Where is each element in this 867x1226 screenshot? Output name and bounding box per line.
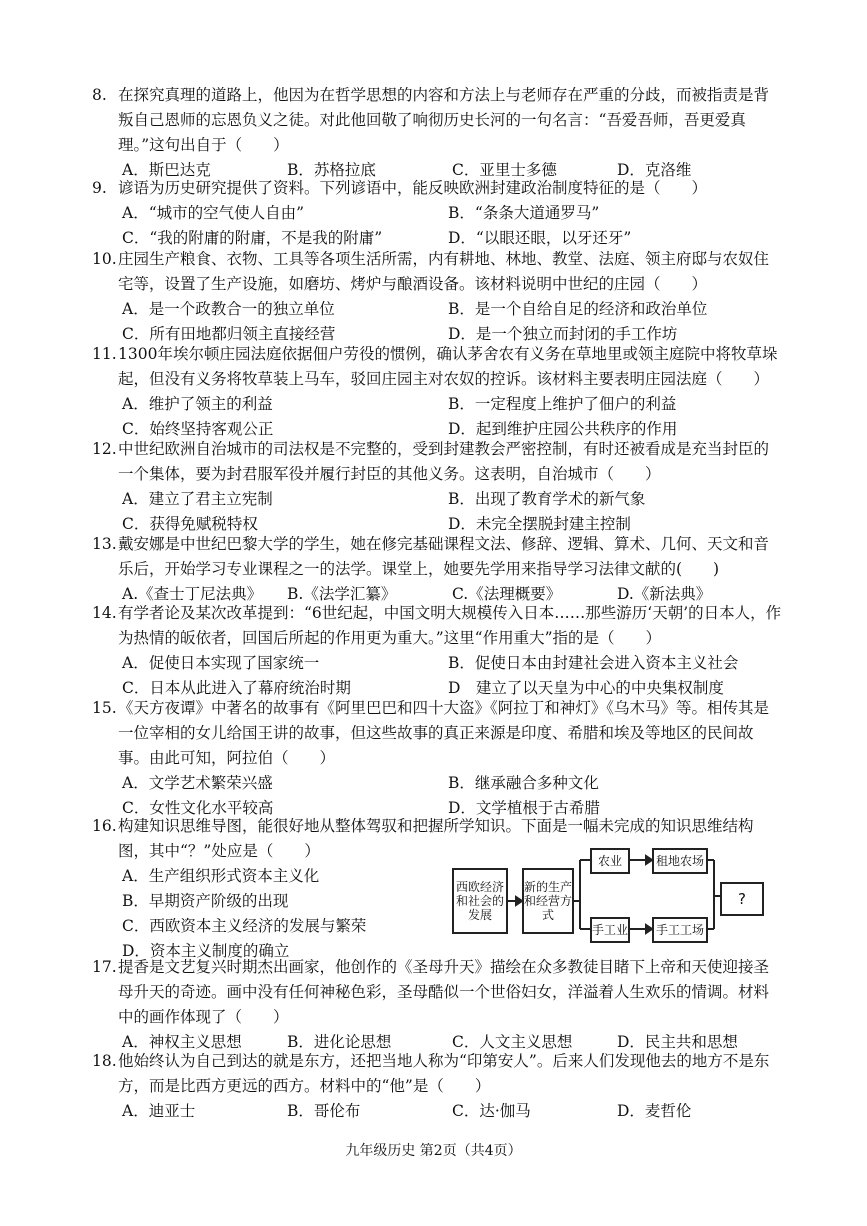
question-number: 15. [92, 699, 117, 717]
option-c[interactable]: C.《法理概要》 [452, 585, 562, 603]
mindmap-middle: 新的生产和经营方式 [522, 868, 574, 934]
question-14 [92, 601, 782, 701]
question-11 [92, 342, 782, 442]
option-b[interactable]: B．促使日本由封建社会进入资本主义社会 [448, 654, 739, 672]
option-b[interactable]: B．早期资产阶级的出现 [122, 892, 289, 910]
option-b[interactable]: B.《法学汇纂》 [287, 585, 397, 603]
question-10 [92, 247, 782, 347]
question-number: 9. [92, 179, 107, 197]
option-d[interactable]: D．“以眼还眼，以牙还牙” [448, 229, 632, 247]
question-15 [92, 696, 782, 821]
question-number: 8. [92, 86, 107, 104]
question-number: 16. [92, 817, 117, 835]
option-c[interactable]: C．达·伽马 [452, 1102, 531, 1120]
mind-map [448, 846, 778, 956]
option-b[interactable]: B．“条条大道通罗马” [448, 204, 600, 222]
question-stem: 提香是文艺复兴时期杰出画家，他创作的《圣母升天》描绘在众多教徒目睹下上帝和天使迎接圣母升天的奇迹。画中没有任何神秘色彩，圣母酷似一个世俗妇女，洋溢着人生欢乐的情调。材料中的画作体现了（ ） [118, 958, 770, 1026]
option-d[interactable]: D．起到维护庄园公共秩序的作用 [448, 420, 678, 438]
question-number: 17. [92, 958, 117, 976]
option-a[interactable]: A．是一个政教合一的独立单位 [122, 300, 335, 318]
question-8 [92, 83, 782, 183]
option-c[interactable]: C．人文主义思想 [452, 1033, 573, 1051]
mindmap-root: 西欧经济和社会的发展 [452, 868, 508, 934]
question-number: 11. [92, 345, 117, 363]
mindmap-craft-result: 手工工场 [652, 917, 708, 943]
mindmap-handicraft: 手工业 [590, 917, 630, 943]
option-a[interactable]: A．维护了领主的利益 [122, 395, 273, 413]
option-b[interactable]: B．一定程度上维护了佃户的利益 [448, 395, 677, 413]
question-stem: 戴安娜是中世纪巴黎大学的学生，她在修完基础课程文法、修辞、逻辑、算术、几何、天文和音乐后，开始学习专业课程之一的法学。课堂上，她要先学用来指导学习法律文献的( ) [118, 535, 770, 578]
option-a[interactable]: A．“城市的空气使人自由” [122, 204, 305, 222]
question-stem: 构建知识思维导图，能很好地从整体驾驭和把握所学知识。下面是一幅未完成的知识思维结构图，其中“？”处应是（ ） [118, 817, 754, 860]
option-c[interactable]: C．获得免赋税特权 [122, 515, 258, 533]
option-a[interactable]: A．神权主义思想 [122, 1033, 242, 1051]
option-d[interactable]: D.《新法典》 [617, 585, 712, 603]
option-b[interactable]: B．出现了教育学术的新气象 [448, 490, 646, 508]
option-d[interactable]: D．未完全摆脱封建主控制 [448, 515, 631, 533]
option-b[interactable]: B．继承融合多种文化 [448, 774, 599, 792]
question-13 [92, 532, 782, 607]
question-stem: 谚语为历史研究提供了资料。下列谚语中，能反映欧洲封建政治制度特征的是（ ） [118, 179, 708, 197]
question-stem: 有学者论及某次改革提到：“6世纪起，中国文明大规模传入日本……那些游历‘天朝’的日本人，作为热情的皈依者，回国后所起的作用更为重大。”这里“作用重大”指的是（ ） [118, 604, 782, 647]
question-number: 13. [92, 535, 117, 553]
option-c[interactable]: C．西欧资本主义经济的发展与繁荣 [122, 917, 367, 935]
question-18 [92, 1049, 782, 1124]
option-c[interactable]: C．所有田地都归领主直接经营 [122, 325, 336, 343]
option-b[interactable]: B．是一个自给自足的经济和政治单位 [448, 300, 708, 318]
option-a[interactable]: A．促使日本实现了国家统一 [122, 654, 320, 672]
option-c[interactable]: C．日本从此进入了幕府统治时期 [122, 679, 351, 697]
question-number: 10. [92, 250, 117, 268]
page-footer: 九年级历史 第2页（共4页） [345, 1143, 522, 1159]
option-a[interactable]: A．迪亚士 [122, 1102, 196, 1120]
question-12 [92, 437, 782, 537]
option-d[interactable]: D 建立了以天皇为中心的中央集权制度 [448, 679, 724, 697]
option-a[interactable]: A．生产组织形式资本主义化 [122, 867, 320, 885]
option-b[interactable]: B．进化论思想 [287, 1033, 392, 1051]
option-c[interactable]: C．“我的附庸的附庸，不是我的附庸” [122, 229, 383, 247]
question-stem: 1300年埃尔顿庄园法庭依据佃户劳役的惯例，确认茅舍农有义务在草地里或领主庭院中将牧草垛起，但没有义务将牧草装上马车，驳回庄园主对农奴的控诉。该材料主要表明庄园法庭（ ） [118, 345, 778, 388]
option-a[interactable]: A．建立了君主立宪制 [122, 490, 273, 508]
option-a[interactable]: A．斯巴达克 [122, 161, 211, 179]
mindmap-unknown: ? [720, 882, 764, 916]
question-number: 12. [92, 440, 117, 458]
question-9 [92, 176, 782, 251]
option-d[interactable]: D．民主共和思想 [617, 1033, 738, 1051]
question-number: 14. [92, 604, 117, 622]
question-stem: 《天方夜谭》中著名的故事有《阿里巴巴和四十大盗》《阿拉丁和神灯》《乌木马》等。相传其是一位宰相的女儿给国王讲的故事，但这些故事的真正来源是印度、希腊和埃及等地区的民间故事。由此可知，阿拉伯（ ） [118, 699, 770, 767]
option-c[interactable]: C．女性文化水平较高 [122, 799, 274, 817]
option-d[interactable]: D．是一个独立而封闭的手工作坊 [448, 325, 678, 343]
option-d[interactable]: D．麦哲伦 [617, 1102, 692, 1120]
option-c[interactable]: C．始终坚持客观公正 [122, 420, 274, 438]
option-b[interactable]: B．苏格拉底 [287, 161, 376, 179]
question-17 [92, 955, 782, 1055]
option-a[interactable]: A.《查士丁尼法典》 [122, 585, 263, 603]
option-b[interactable]: B．哥伦布 [287, 1102, 361, 1120]
question-stem: 他始终认为自己到达的就是东方，还把当地人称为“印第安人”。后来人们发现他去的地方不是东方，而是比西方更远的西方。材料中的“他”是（ ） [118, 1052, 770, 1095]
question-stem: 在探究真理的道路上，他因为在哲学思想的内容和方法上与老师存在严重的分歧，而被指责是背叛自己恩师的忘恩负义之徒。对此他回敬了响彻历史长河的一句名言：“吾爱吾师，吾更爱真理。”这句出自于（ ） [118, 86, 770, 154]
mindmap-agri-result: 租地农场 [652, 848, 708, 874]
question-stem: 中世纪欧洲自治城市的司法权是不完整的，受到封建教会严密控制，有时还被看成是充当封臣的一个集体，要为封君服军役并履行封臣的其他义务。这表明，自治城市（ ） [118, 440, 770, 483]
option-d[interactable]: D．文学植根于古希腊 [448, 799, 600, 817]
option-d[interactable]: D．克洛维 [617, 161, 692, 179]
option-c[interactable]: C．亚里士多德 [452, 161, 557, 179]
mindmap-agriculture: 农业 [590, 848, 630, 874]
question-stem: 庄园生产粮食、衣物、工具等各项生活所需，内有耕地、林地、教堂、法庭、领主府邸与农奴住宅等，设置了生产设施，如磨坊、烤炉与酿酒设备。该材料说明中世纪的庄园（ ） [118, 250, 770, 293]
question-number: 18. [92, 1052, 117, 1070]
option-d[interactable]: D．资本主义制度的确立 [122, 942, 290, 960]
option-a[interactable]: A．文学艺术繁荣兴盛 [122, 774, 273, 792]
